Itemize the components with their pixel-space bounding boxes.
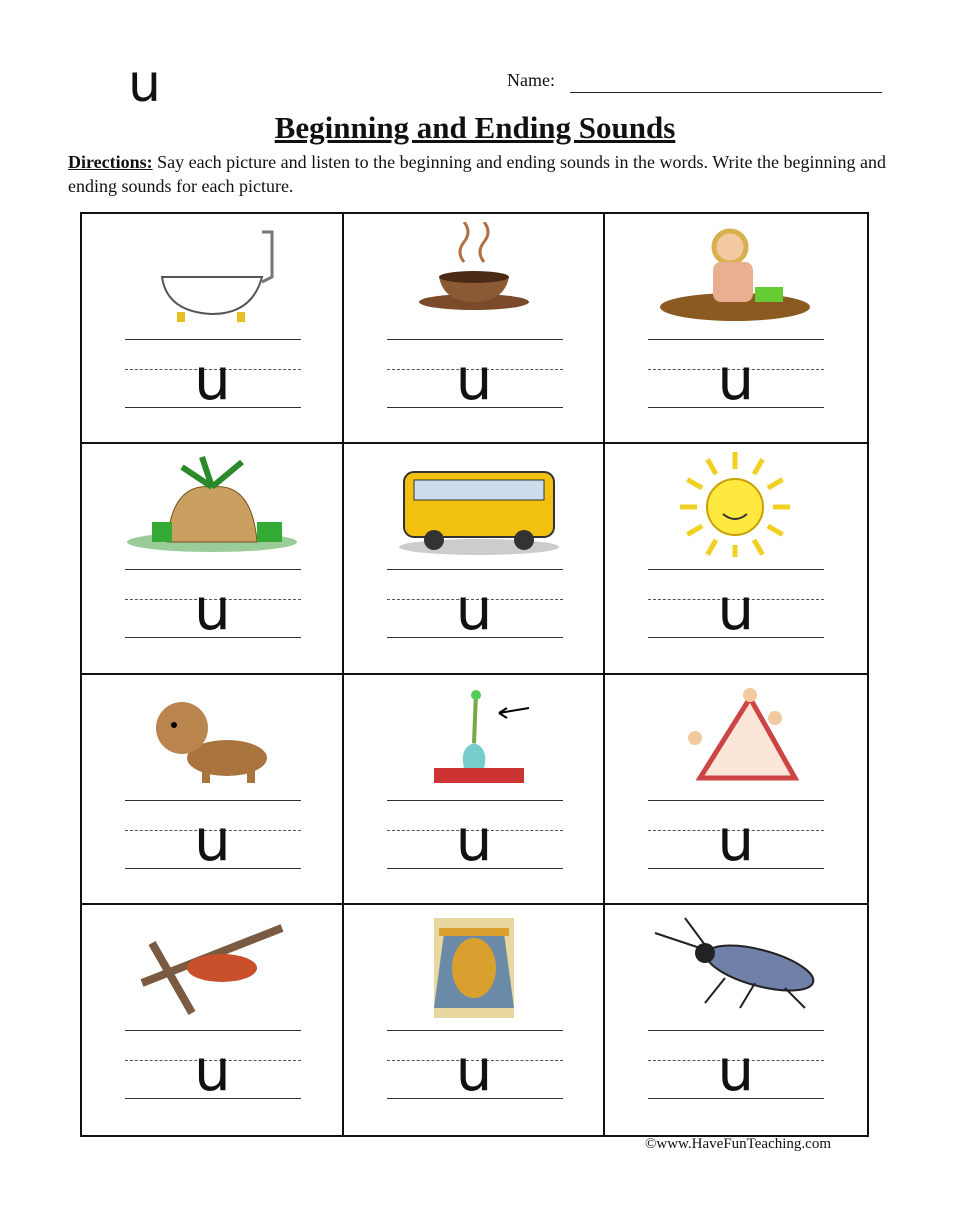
writing-top-line — [648, 800, 824, 801]
writing-top-line — [125, 1030, 301, 1031]
page-title: Beginning and Ending Sounds — [274, 110, 676, 145]
writing-top-line — [387, 1030, 563, 1031]
sun-icon — [645, 452, 825, 557]
writing-top-line — [387, 800, 563, 801]
coffee-cup-icon — [384, 222, 564, 327]
picture-grid — [80, 212, 869, 1137]
vowel-letter: u — [717, 1035, 755, 1104]
picture-cell — [82, 905, 344, 1135]
featured-letter: u — [128, 54, 161, 114]
directions — [68, 150, 888, 198]
picture-cell — [82, 675, 344, 905]
name-label: Name: — [507, 70, 555, 90]
vowel-letter: u — [194, 345, 231, 413]
name-field[interactable] — [570, 92, 882, 93]
writing-top-line — [648, 339, 824, 340]
animal-on-branch-icon — [122, 913, 302, 1018]
picture-cell — [82, 444, 344, 674]
picture-cell — [605, 444, 867, 674]
child-in-mud-icon — [645, 222, 825, 327]
writing-top-line — [387, 339, 563, 340]
writing-top-line — [125, 569, 301, 570]
directions-text: Say each picture and listen to the beginning and ending sounds in the words. Write the beginning and ending sounds for each picture. — [68, 152, 886, 196]
picture-cell — [344, 214, 606, 444]
vowel-letter: u — [194, 1035, 231, 1104]
copyright: ©www.HaveFunTeaching.com — [645, 1136, 831, 1152]
picture-cell — [82, 214, 344, 444]
vowel-letter: u — [455, 345, 493, 413]
vowel-letter: u — [194, 575, 231, 644]
writing-top-line — [125, 800, 301, 801]
picture-cell — [344, 905, 606, 1135]
picture-cell — [605, 905, 867, 1135]
plant-bud-icon — [384, 683, 564, 788]
puppy-icon — [122, 683, 302, 788]
vowel-letter: u — [455, 1035, 493, 1104]
bathtub-icon — [122, 222, 302, 327]
vowel-letter: u — [717, 345, 755, 413]
writing-top-line — [648, 569, 824, 570]
writing-top-line — [648, 1030, 824, 1031]
directions-label: Directions: — [68, 152, 153, 172]
writing-top-line — [125, 339, 301, 340]
picture-cell — [605, 675, 867, 905]
bug-icon — [645, 913, 825, 1018]
picture-cell — [344, 444, 606, 674]
hut-icon — [122, 452, 302, 557]
vowel-letter: u — [455, 805, 493, 874]
picture-cell — [344, 675, 606, 905]
vowel-letter: u — [455, 575, 493, 644]
picture-cell — [605, 214, 867, 444]
pharaoh-mask-icon — [384, 913, 564, 1018]
vowel-letter: u — [717, 575, 755, 644]
vowel-letter: u — [194, 805, 231, 874]
bus-icon — [384, 452, 564, 557]
vowel-letter: u — [717, 805, 755, 874]
kids-on-triangle-icon — [645, 683, 825, 788]
writing-top-line — [387, 569, 563, 570]
